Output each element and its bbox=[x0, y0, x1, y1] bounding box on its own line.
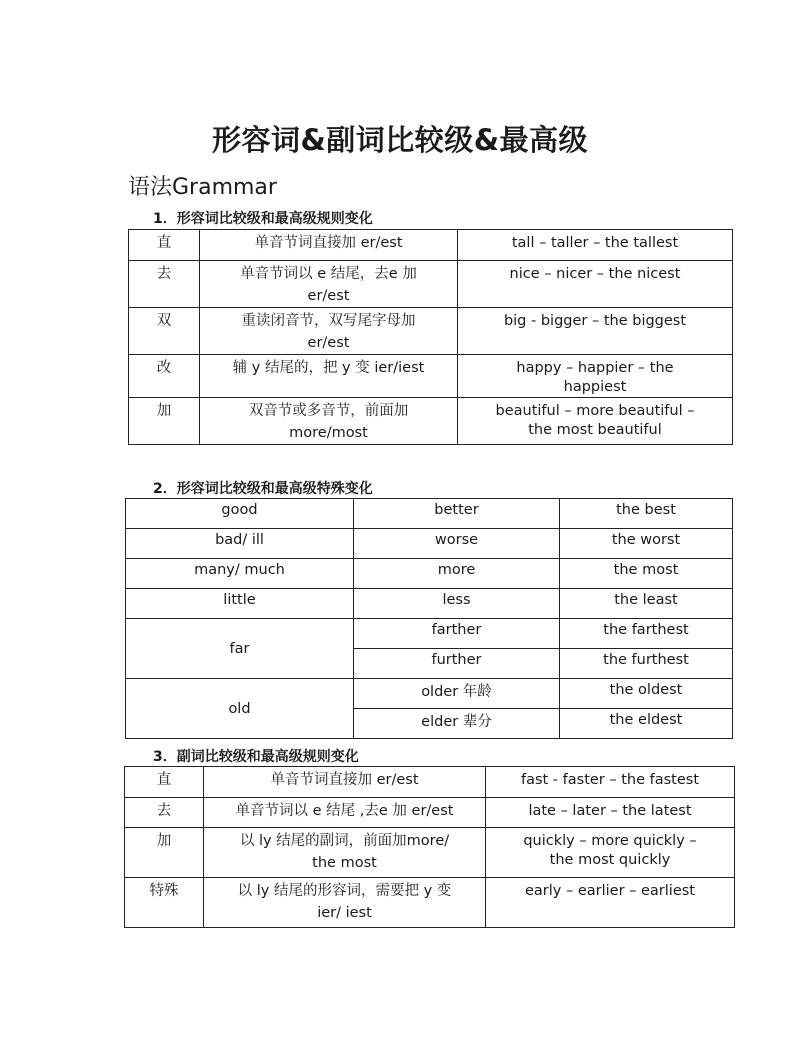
rule-description: 辅 y 结尾的，把 y 变 ier/iest bbox=[200, 355, 458, 398]
table-row bbox=[125, 828, 735, 878]
table-row bbox=[126, 559, 733, 589]
rule-example: nice – nicer – the nicest bbox=[458, 261, 733, 308]
rule-example: happy – happier – the happiest bbox=[458, 355, 733, 398]
table-row bbox=[125, 798, 735, 828]
rule-description: 单音节词以 e 结尾，去e 加 er/est bbox=[200, 261, 458, 308]
rule-example: late – later – the latest bbox=[486, 798, 735, 828]
rule-example: beautiful – more beautiful – the most beautiful bbox=[458, 398, 733, 445]
table-row bbox=[129, 261, 733, 308]
adjective-irregular-table bbox=[125, 498, 733, 739]
table-row bbox=[126, 529, 733, 559]
superlative-form: the furthest bbox=[560, 649, 733, 679]
adverb-regular-table bbox=[124, 766, 735, 928]
section1-heading: 1．形容词比较级和最高级规则变化 bbox=[153, 211, 373, 227]
rule-key: 改 bbox=[129, 355, 200, 398]
superlative-form: the farthest bbox=[560, 619, 733, 649]
table-row bbox=[126, 679, 733, 709]
base-form: old bbox=[126, 679, 354, 739]
table-row bbox=[126, 499, 733, 529]
rule-key: 去 bbox=[129, 261, 200, 308]
rule-example: early – earlier – earliest bbox=[486, 878, 735, 928]
comparative-form: more bbox=[354, 559, 560, 589]
base-form: little bbox=[126, 589, 354, 619]
comparative-form: further bbox=[354, 649, 560, 679]
adjective-regular-table bbox=[128, 229, 733, 445]
comparative-form: older 年龄 bbox=[354, 679, 560, 709]
rule-key: 双 bbox=[129, 308, 200, 355]
rule-description: 单音节词直接加 er/est bbox=[204, 767, 486, 798]
rule-description: 以 ly 结尾的形容词，需要把 y 变 ier/ iest bbox=[204, 878, 486, 928]
rule-key: 直 bbox=[125, 767, 204, 798]
rule-description: 重读闭音节，双写尾字母加 er/est bbox=[200, 308, 458, 355]
base-form: many/ much bbox=[126, 559, 354, 589]
table-row bbox=[129, 355, 733, 398]
rule-description: 双音节或多音节，前面加 more/most bbox=[200, 398, 458, 445]
comparative-form: less bbox=[354, 589, 560, 619]
rule-key: 去 bbox=[125, 798, 204, 828]
comparative-form: elder 辈分 bbox=[354, 709, 560, 739]
rule-key: 加 bbox=[125, 828, 204, 878]
superlative-form: the best bbox=[560, 499, 733, 529]
table-row bbox=[129, 308, 733, 355]
section3-heading: 3．副词比较级和最高级规则变化 bbox=[153, 749, 359, 765]
base-form: good bbox=[126, 499, 354, 529]
table-row bbox=[125, 878, 735, 928]
table-row bbox=[129, 398, 733, 445]
rule-example: quickly – more quickly – the most quickly bbox=[486, 828, 735, 878]
comparative-form: farther bbox=[354, 619, 560, 649]
table-row bbox=[126, 589, 733, 619]
section2-heading: 2．形容词比较级和最高级特殊变化 bbox=[153, 481, 373, 497]
rule-key: 特殊 bbox=[125, 878, 204, 928]
superlative-form: the least bbox=[560, 589, 733, 619]
rule-description: 以 ly 结尾的副词，前面加more/ the most bbox=[204, 828, 486, 878]
comparative-form: worse bbox=[354, 529, 560, 559]
superlative-form: the eldest bbox=[560, 709, 733, 739]
comparative-form: better bbox=[354, 499, 560, 529]
rule-key: 加 bbox=[129, 398, 200, 445]
superlative-form: the worst bbox=[560, 529, 733, 559]
rule-description: 单音节词以 e 结尾 ,去e 加 er/est bbox=[204, 798, 486, 828]
superlative-form: the oldest bbox=[560, 679, 733, 709]
base-form: far bbox=[126, 619, 354, 679]
rule-example: tall – taller – the tallest bbox=[458, 230, 733, 261]
superlative-form: the most bbox=[560, 559, 733, 589]
rule-key: 直 bbox=[129, 230, 200, 261]
base-form: bad/ ill bbox=[126, 529, 354, 559]
page-title: 形容词&副词比较级&最高级 bbox=[211, 123, 589, 157]
rule-example: big - bigger – the biggest bbox=[458, 308, 733, 355]
rule-example: fast - faster – the fastest bbox=[486, 767, 735, 798]
table-row bbox=[129, 230, 733, 261]
rule-description: 单音节词直接加 er/est bbox=[200, 230, 458, 261]
table-row bbox=[125, 767, 735, 798]
subtitle: 语法Grammar bbox=[128, 175, 277, 200]
table-row bbox=[126, 619, 733, 649]
